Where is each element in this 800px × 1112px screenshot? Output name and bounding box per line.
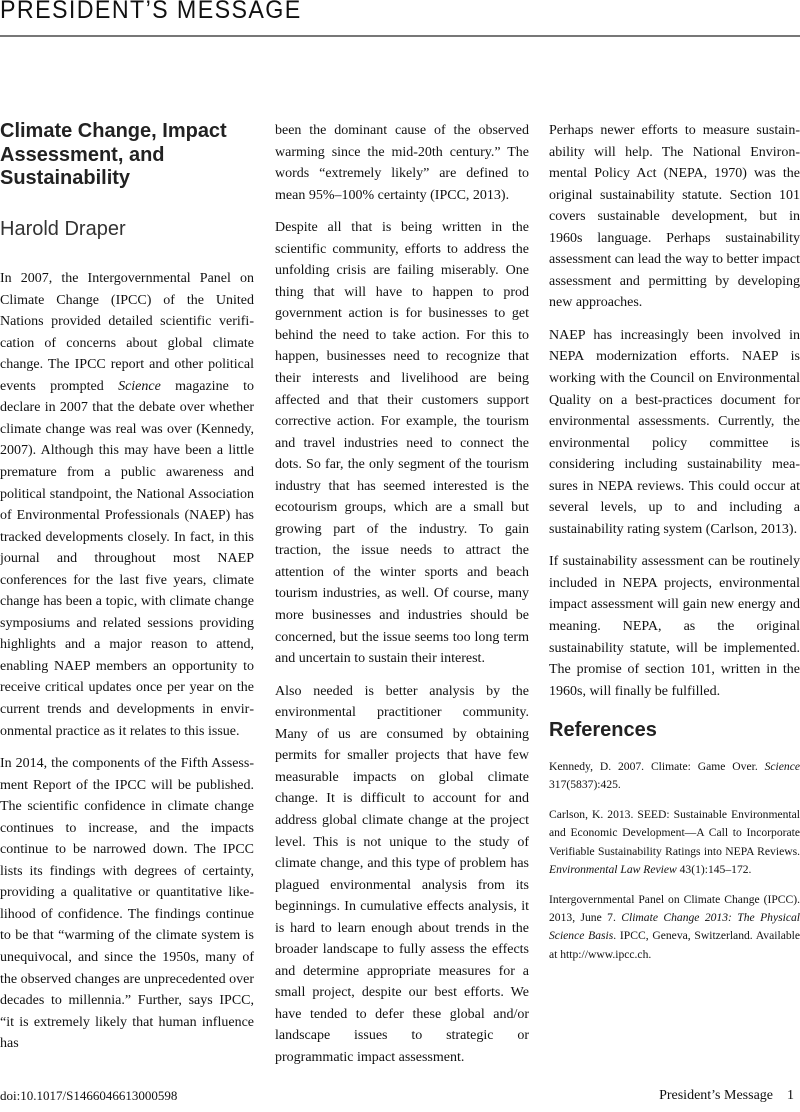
column-1 <box>0 120 254 1066</box>
text-run: 43(1):145–172. <box>676 862 752 876</box>
text-run: In 2014, the components of the Fifth Assessment Report of the IPCC will be published. The scientific confidence in climate change continues to increase, and the impacts continue to be narrowed down. The IPCC lists its findings with degrees of certainty, providing a qualitative or quantitative likelihood of confidence. The findings continue to be that “warming of the climate system is unequivocal, and since the 1950s, many of the observed changes are unprecedented over decades to millennia.” Further, says IPCC, “it is extremely likely that human influence has <box>0 756 254 1052</box>
column-2-body <box>275 120 529 1069</box>
article-author: Harold Draper <box>0 217 126 240</box>
footer-running-title: President’s Message <box>659 1088 773 1103</box>
paragraph <box>275 120 529 206</box>
column-3 <box>549 120 800 976</box>
reference-item <box>549 806 800 879</box>
paragraph <box>549 120 800 314</box>
references-heading: References <box>549 719 657 742</box>
reference-item <box>549 758 800 794</box>
text-run: In 2007, the Intergovernmental Panel on Climate Change (IPCC) of the United Nations provided detailed scientific verification of concerns about global climate change. The IPCC report and other political events prompted <box>0 271 254 394</box>
italic-text: Climate Change 2013: The Physical Science Basis <box>549 911 800 943</box>
italic-text: Science <box>764 759 800 773</box>
paragraph <box>0 268 254 742</box>
paragraph <box>549 551 800 702</box>
section-header: PRESIDENT’S MESSAGE <box>0 0 302 24</box>
paragraph <box>275 217 529 669</box>
paragraph <box>549 325 800 540</box>
text-run: Intergovernmental Panel on Climate Change (IPCC). 2013, June 7. <box>549 892 800 925</box>
column-3-body <box>549 120 800 702</box>
text-run: NAEP has increasingly been involved in NEPA modernization efforts. NAEP is working with the Council on Environmental Quality on a best-practices document for environmental assessments. Currently, the environmental policy committee is considering including sustainability measures in NEPA reviews. This could occur at several levels, up to and including a sustainability rating system (Carlson, 2013). <box>549 327 800 537</box>
page-number: 1 <box>787 1088 794 1103</box>
text-run: 317(5837):425. <box>549 777 621 791</box>
italic-text: Environmental Law Review <box>549 862 677 876</box>
italic-text: Science <box>118 378 161 394</box>
text-run: Carlson, K. 2013. SEED: Sustainable Environmental and Economic Development—A Call to Incorporate Verifiable Sustainability Ratings into NEPA Reviews. <box>549 808 800 858</box>
text-run: Also needed is better analysis by the environmental practitioner community. Many of us are consumed by obtaining permits for smaller projects that have few measurable impacts on global climate change. It is difficult to account for and address global climate change at the project level. This is not unique to the study of climate change, and this type of problem has plagued environmental analysis from its beginnings. In cumulative effects analysis, it is hard to learn enough about trends in the broader landscape to fully assess the effects and determine appropriate measures for a small project, despite our best efforts. We have tended to defer these global and/or landscape issues to strategic or programmatic impact assessment. <box>275 683 529 1065</box>
reference-item <box>549 891 800 964</box>
header-rule <box>0 35 800 37</box>
footer-right <box>659 1088 794 1104</box>
text-run: If sustainability assessment can be routinely included in NEPA projects, environmental impact assessment will gain new energy and meaning. NEPA, as the original sustainability statute, will be implemented. The promise of section 101, written in the 1960s, will finally be fulfilled. <box>549 554 800 699</box>
text-run: Kennedy, D. 2007. Climate: Game Over. <box>549 759 765 773</box>
text-run: . IPCC, Geneva, Switzerland. Available at http://www.ipcc.ch. <box>549 929 800 961</box>
paragraph <box>0 753 254 1055</box>
text-run: been the dominant cause of the observed warming since the mid-20th century.” The words “extremely likely” are defined to mean 95%–100% certainty (IPCC, 2013). <box>275 123 529 203</box>
column-2 <box>275 120 529 1080</box>
references-list <box>549 758 800 964</box>
text-run: Perhaps newer efforts to measure sustainability will help. The National Environmental Policy Act (NEPA, 1970) was the original sustainability statute. Section 101 covers sustainable development, but in 1960s language. Perhaps sustainability assessment can lead the way to better impact assessment and permitting by developing new approaches. <box>549 123 800 311</box>
text-run: magazine to declare in 2007 that the debate over whether climate change was real was over (Kennedy, 2007). Although this may have been a little premature from a public awareness and political standpoint, the National Association of Environmental Professionals (NAEP) has tracked developments closely. In fact, in this journal and throughout most NAEP conferences for the last five years, climate change has been a topic, with climate change symposiums and related sessions providing highlights and a major reason to attend, enabling NAEP members an opportunity to receive critical updates once per year on the current trends and developments in environmental practice as it relates to this issue. <box>0 378 255 739</box>
text-run: Despite all that is being written in the scientific community, efforts to address the unfolding crisis are failing miserably. One thing that will have to happen to prod government action is for businesses to get behind the need to take action. For this to happen, businesses need to recognize that their interests and livelihood are being affected and that their customers support corrective action. For example, the tourism and travel industries need to connect the dots. So far, the only segment of the tourism industry that has seemed interested is the ecotourism groups, which are a small but growing part of the industry. To gain traction, the issue needs to attract the attention of the winter sports and beach tourism industries, as well. Of course, many more businesses and industries should be concerned, but the issue seems too long term and uncertain to sustain their interest. <box>275 220 529 667</box>
article-title: Climate Change, Impact Assessment, and Sustainability <box>0 120 227 189</box>
footer-doi: doi:10.1017/S1466046613000598 <box>0 1088 178 1103</box>
column-1-body <box>0 268 254 1055</box>
paragraph <box>275 681 529 1069</box>
